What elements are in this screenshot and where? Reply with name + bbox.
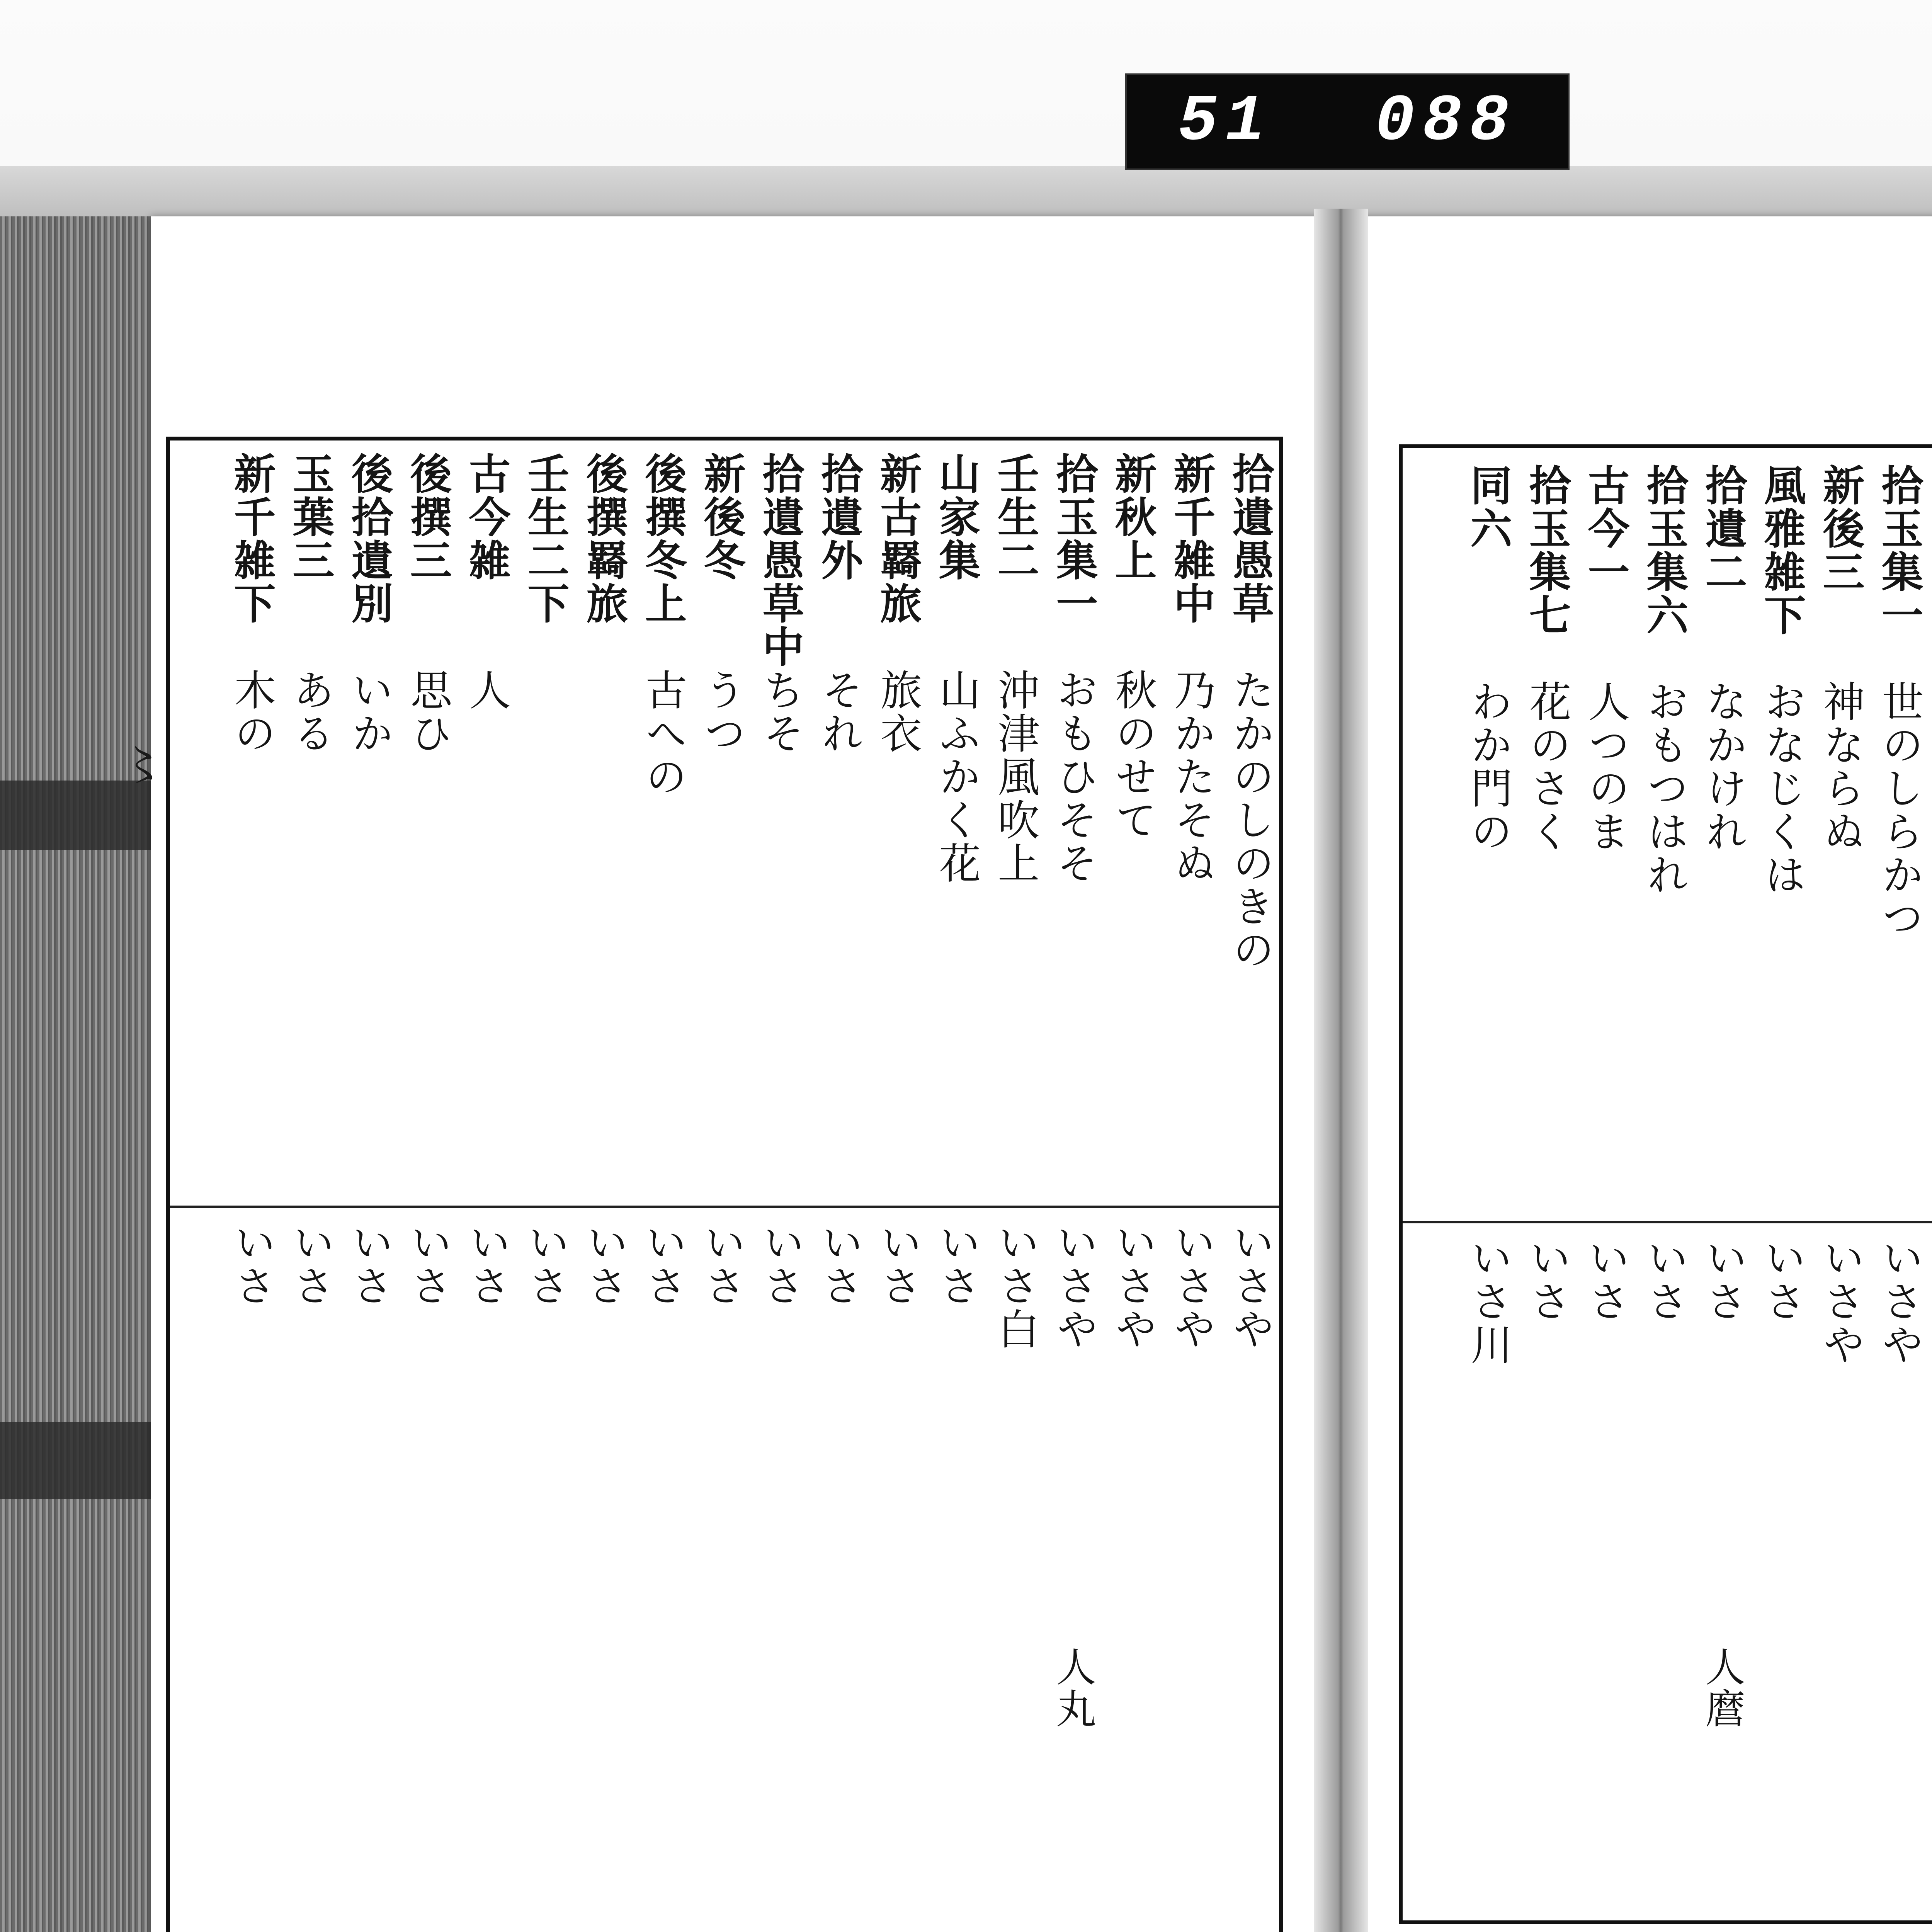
poem-lower-text: いさ [1699,1236,1747,1323]
poem-upper-text: 沖津風吹上 [991,668,1039,885]
poem-source: 拾遺外 [814,452,863,582]
book-gutter [1314,209,1368,1932]
poem-source: 新千雑中 [1167,452,1215,625]
book-edge-left [0,216,155,1932]
margin-mark-left: 〻 [114,742,164,785]
poem-source: 新後三 [1816,464,1864,594]
book-top-shadow [0,166,1932,220]
poem-upper-text: たかのしのきの [1226,668,1274,971]
binding-strip [0,1422,162,1499]
catalog-number-right: 088 [1375,84,1517,159]
poem-source: 拾玉集六 [1639,464,1688,637]
poem-upper-text: ちそ [756,668,804,755]
poem-source: 拾遺愚草 [1225,452,1274,625]
poem-lower-text: いさ [638,1221,687,1308]
poem-source: 後撰羇旅 [579,452,628,625]
poem-source: 後拾遺別 [344,452,393,625]
poet-name: 人麿 [1698,1646,1745,1730]
right-text-frame [1399,444,1932,1924]
poem-lower-text: いさ [932,1221,980,1308]
poem-source: 拾遺愚草中 [755,452,804,668]
poem-lower-text: いさ [286,1221,334,1308]
poem-upper-text: うつ [697,668,745,755]
poem-source: 玉葉三 [286,452,334,582]
poem-lower-text: いさ [1581,1236,1629,1323]
poem-source: 古今一 [1581,464,1629,594]
poem-source: 風雅雑下 [1757,464,1806,637]
poem-upper-text: 神ならぬ [1816,680,1864,853]
poem-lower-text: いさ [462,1221,510,1308]
poet-name: 人丸 [1049,1646,1096,1730]
poem-upper-text: いか [345,668,393,755]
poem-upper-text: 秋のせて [1108,668,1156,842]
poem-source: 新古羇旅 [873,452,922,625]
poem-lower-text: いさ [1522,1236,1571,1323]
poem-source: 後撰冬上 [638,452,687,625]
poem-lower-text: いさ [580,1221,628,1308]
poem-lower-text: いさ川 [1464,1236,1512,1366]
poem-upper-text: それ [815,668,863,755]
poem-lower-text: いさ [1757,1236,1806,1323]
poem-source: 壬生二下 [520,452,569,625]
poem-lower-text: いさ [815,1221,863,1308]
poem-source: 新秋上 [1108,452,1156,582]
poem-source: 古今雑 [462,452,510,582]
catalog-number-tag [1125,73,1570,170]
poem-lower-text: いさ [345,1221,393,1308]
poem-lower-text: いさ [403,1221,452,1308]
poem-lower-text: いさ [697,1221,745,1308]
poem-upper-text: ある [286,668,334,755]
poem-upper-text: 人つのま [1581,680,1629,853]
poem-source: 山家集 [932,452,980,582]
poem-upper-text: 人 [462,668,510,712]
poem-lower-text: いさや [1049,1221,1098,1351]
poem-lower-text: いさ白 [991,1221,1039,1351]
poem-lower-text: いさや [1108,1221,1156,1351]
poem-lower-text: いさや [1167,1221,1215,1351]
poem-upper-text: 山ふかく花 [932,668,980,885]
poem-upper-text: 旅衣 [873,668,922,755]
left-frame-rule [170,1206,1279,1208]
poem-source: 拾玉集七 [1522,464,1571,637]
poem-lower-text: いさ [1640,1236,1688,1323]
poem-source: 壬生二 [990,452,1039,582]
poem-upper-text: 花のさく [1522,680,1571,853]
poem-source: 新千雑下 [227,452,276,625]
poem-source: 拾玉集一 [1049,452,1098,625]
poem-lower-text: いさ [521,1221,569,1308]
poem-source: 新後冬 [697,452,745,582]
poem-source: 拾玉集一 [1874,464,1923,637]
poem-lower-text: いさや [1816,1236,1864,1366]
poem-upper-text: なかけれ [1699,680,1747,853]
catalog-number-left: 51 [1178,84,1273,159]
poem-upper-text: 思ひ [403,668,452,755]
poem-upper-text: 木の [227,668,276,755]
right-frame-rule [1403,1221,1932,1223]
poem-upper-text: おなじくは [1757,680,1806,896]
poem-lower-text: いさ [873,1221,922,1308]
poem-lower-text: いさ [756,1221,804,1308]
poem-source: 同六 [1463,464,1512,550]
poem-upper-text: おもつはれ [1640,680,1688,896]
binding-strip [0,781,162,850]
poem-upper-text: 古への [638,668,687,798]
poem-source: 後撰三 [403,452,452,582]
poem-upper-text: おもひそそ [1049,668,1098,885]
poem-lower-text: いさ [227,1221,276,1308]
left-text-frame [166,437,1283,1932]
poem-source: 拾遺二 [1698,464,1747,594]
poem-upper-text: 乃かたそぬ [1167,668,1215,885]
poem-upper-text: わか門の [1464,680,1512,853]
poem-lower-text: いさや [1875,1236,1923,1366]
poem-lower-text: いさや [1226,1221,1274,1351]
poem-upper-text: 世のしらかつ [1875,680,1923,940]
